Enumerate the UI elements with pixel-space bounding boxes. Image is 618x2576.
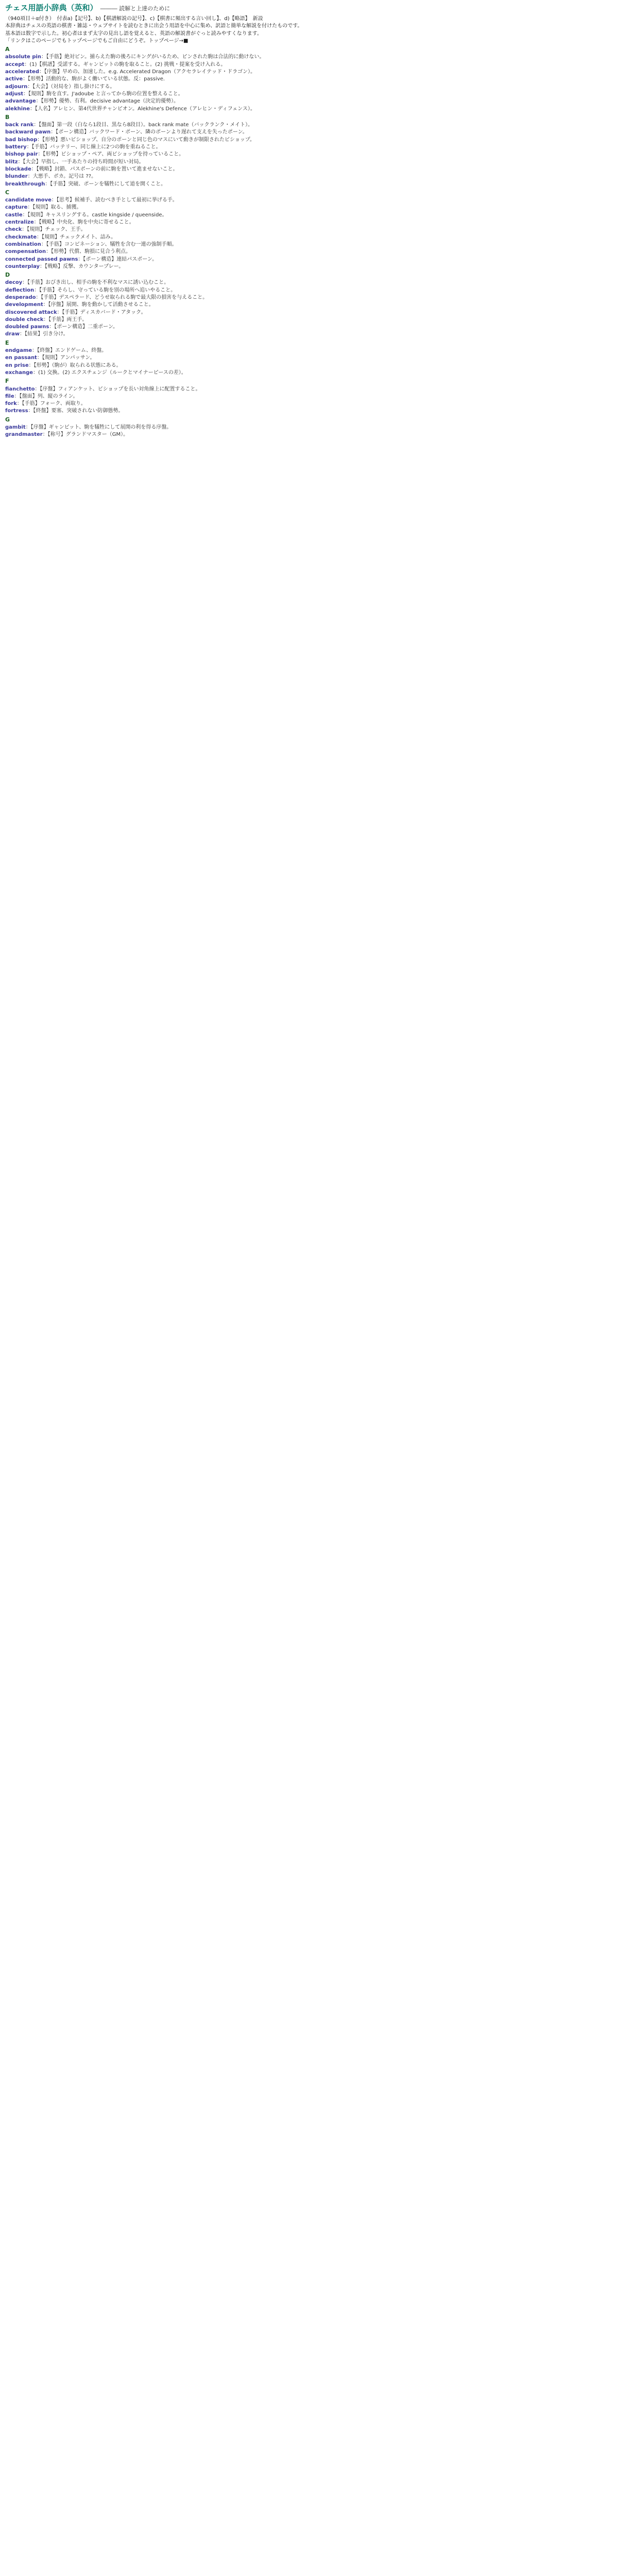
entry-definition: ：【盤面】第一段（白なら1段目、黒なら8段目）。back rank mate（バックランク・メイト）。 bbox=[33, 122, 253, 128]
intro-line: 「リンクはこのページでもトップページでもご自由にどうぞ。トップページ→■ bbox=[5, 38, 188, 44]
dictionary-entry bbox=[5, 386, 613, 393]
entry-definition: ：【盤面】列、縦のライン。 bbox=[14, 393, 78, 399]
entry-headword: en passant bbox=[5, 355, 37, 361]
entry-definition: ：【規則】チェックメイト、詰み。 bbox=[37, 234, 116, 240]
dictionary-entry bbox=[5, 408, 613, 414]
entry-definition: ：【手筋】おびき出し、相手の駒を不利なマスに誘い込むこと。 bbox=[22, 280, 169, 286]
entry-headword: breakthrough bbox=[5, 181, 45, 187]
entry-headword: exchange bbox=[5, 369, 33, 376]
entry-headword: accelerated bbox=[5, 69, 39, 75]
dictionary-entry bbox=[5, 331, 613, 337]
section-heading: B bbox=[5, 113, 10, 121]
dictionary-entry bbox=[5, 106, 613, 112]
entry-definition: ：大悪手、ポカ。記号は ??。 bbox=[27, 174, 97, 180]
entry-headword: backward pawn bbox=[5, 129, 51, 135]
entry-headword: desperado bbox=[5, 294, 36, 300]
dictionary-entry bbox=[5, 431, 613, 438]
entry-definition: ：【結果】引き分け。 bbox=[20, 331, 68, 337]
dictionary-entry bbox=[5, 151, 613, 158]
dictionary-entry bbox=[5, 263, 613, 270]
section-heading: D bbox=[5, 272, 10, 279]
dictionary-entry bbox=[5, 212, 613, 218]
dictionary-entry bbox=[5, 98, 613, 105]
dictionary-entry bbox=[5, 354, 613, 361]
entry-definition: ：【序盤】フィアンケット、ビショップを長い対角線上に配置すること。 bbox=[35, 386, 201, 392]
entry-definition: ：【規則】キャスリングする。castle kingside / queenside。 bbox=[22, 212, 167, 218]
dictionary-entry bbox=[5, 204, 613, 211]
entry-definition: ：【手筋】デスペラード、どうせ取られる駒で最大限の損害を与えること。 bbox=[36, 294, 208, 300]
entry-definition: ：【大会】早指し、一手あたりの持ち時間が短い対局。 bbox=[18, 159, 144, 165]
page-title bbox=[5, 3, 613, 13]
dictionary-body bbox=[5, 46, 613, 438]
entry-definition: ：【規則】取る、捕獲。 bbox=[27, 205, 82, 211]
entry-definition: ：【形勢】優勢、有利。decisive advantage（決定的優勢）。 bbox=[36, 98, 179, 105]
dictionary-entry bbox=[5, 241, 613, 248]
section-heading: E bbox=[5, 339, 9, 346]
dictionary-entry bbox=[5, 137, 613, 143]
dictionary-entry bbox=[5, 76, 613, 82]
dictionary-entry bbox=[5, 248, 613, 255]
entry-headword: battery bbox=[5, 144, 27, 150]
dictionary-entry bbox=[5, 287, 613, 294]
entry-headword: absolute pin bbox=[5, 54, 42, 60]
entry-headword: checkmate bbox=[5, 234, 37, 240]
dictionary-entry bbox=[5, 347, 613, 354]
dictionary-entry bbox=[5, 181, 613, 188]
entry-headword: fianchetto bbox=[5, 386, 35, 392]
entry-headword: fortress bbox=[5, 408, 28, 414]
entry-definition: ：【手筋】バッテリー、同じ線上に2つの駒を重ねること。 bbox=[26, 144, 161, 150]
entry-headword: connected passed pawns bbox=[5, 256, 78, 262]
entry-headword: adjust bbox=[5, 91, 24, 97]
entry-headword: back rank bbox=[5, 122, 34, 128]
intro-line: （940項目＋α付き） 付表a)【記号】、b)【棋譜解説の記号】、c)【棋書に頻出する言い回し】、d)【略語】 新設 bbox=[5, 16, 263, 22]
intro-line: 本辞典はチェスの英語の棋書・雑誌・ウェブサイトを読むときに出会う用語を中心に集め、訳語と簡単な解説を付けたものです。 bbox=[5, 23, 303, 29]
dictionary-entry bbox=[5, 324, 613, 330]
entry-definition: ：【終盤】エンドゲーム、終盤。 bbox=[32, 348, 107, 354]
entry-definition: ：【手筋】フォーク、両取り。 bbox=[16, 401, 86, 407]
dictionary-entry bbox=[5, 362, 613, 369]
entry-headword: en prise bbox=[5, 362, 29, 368]
entry-headword: discovered attack bbox=[5, 309, 57, 315]
entry-headword: alekhine bbox=[5, 106, 30, 112]
entry-definition: ：【形勢】代償、駒損に見合う利点。 bbox=[46, 249, 131, 255]
intro bbox=[5, 15, 613, 44]
entry-headword: file bbox=[5, 393, 14, 399]
entry-definition: ：【序盤】展開、駒を動かして活動させること。 bbox=[43, 302, 154, 308]
dictionary-entry bbox=[5, 166, 613, 173]
dictionary-entry bbox=[5, 197, 613, 204]
entry-headword: bad bishop bbox=[5, 137, 38, 143]
dictionary-entry bbox=[5, 173, 613, 180]
dictionary-entry bbox=[5, 159, 613, 165]
entry-definition: ：【手筋】コンビネーション、犠牲を含む一連の強制手順。 bbox=[41, 241, 177, 247]
dictionary-entry bbox=[5, 219, 613, 226]
entry-definition: ：【ポーン構造】バックワード・ポーン、隣のポーンより遅れて支えを失ったポーン。 bbox=[50, 129, 248, 135]
dictionary-entry bbox=[5, 83, 613, 90]
entry-definition: ：【手筋】そらし、守っている駒を別の場所へ追いやること。 bbox=[34, 287, 176, 293]
entry-definition: ：【規則】駒を直す。J'adoube と言ってから駒の位置を整えること。 bbox=[23, 91, 183, 97]
entry-headword: counterplay bbox=[5, 263, 40, 269]
entry-definition: ：【手筋】ディスカバード・アタック。 bbox=[57, 309, 146, 315]
entry-headword: blockade bbox=[5, 166, 31, 172]
dictionary-entry bbox=[5, 400, 613, 407]
entry-headword: bishop pair bbox=[5, 151, 38, 158]
entry-headword: endgame bbox=[5, 348, 32, 354]
entry-definition: ：【規則】チェック、王手。 bbox=[22, 227, 86, 233]
entry-definition: ：【手筋】絶対ピン。捕らえた駒の後ろにキングがいるため、ピンされた駒は合法的に動けない。 bbox=[41, 54, 265, 60]
entry-definition: ：【形勢】活動的な、駒がよく働いている状態。反：passive. bbox=[23, 76, 165, 82]
dictionary-entry bbox=[5, 144, 613, 150]
entry-definition: ：【ポーン構造】二重ポーン。 bbox=[49, 324, 118, 330]
dictionary-entry bbox=[5, 122, 613, 128]
section-heading: A bbox=[5, 46, 10, 53]
dictionary-entry bbox=[5, 129, 613, 135]
entry-headword: grandmaster bbox=[5, 432, 43, 438]
entry-definition: ：【序盤】早めの、加速した。e.g. Accelerated Dragon（アクセラレイテッド・ドラゴン）。 bbox=[39, 69, 256, 75]
dictionary-entry bbox=[5, 424, 613, 431]
entry-definition: ：【規則】アンパッサン。 bbox=[37, 355, 95, 361]
entry-headword: candidate move bbox=[5, 197, 52, 204]
entry-definition: ：【形勢】悪いビショップ、自分のポーンと同じ色のマスにいて動きが制限されたビショップ。 bbox=[37, 137, 255, 143]
entry-definition: ：【戦略】中央化、駒を中央に寄せること。 bbox=[33, 219, 134, 226]
section-heading: F bbox=[5, 378, 9, 385]
entry-headword: centralize bbox=[5, 219, 34, 226]
entry-headword: combination bbox=[5, 241, 41, 247]
entry-headword: advantage bbox=[5, 98, 36, 105]
entry-headword: blitz bbox=[5, 159, 18, 165]
entry-headword: deflection bbox=[5, 287, 35, 293]
entry-definition: ：【序盤】ギャンビット、駒を犠牲にして展開の利を得る序盤。 bbox=[25, 425, 172, 431]
dictionary-entry bbox=[5, 61, 613, 68]
dictionary-entry bbox=[5, 393, 613, 400]
dictionary-entry bbox=[5, 91, 613, 97]
page bbox=[0, 0, 618, 442]
entry-headword: blunder bbox=[5, 174, 28, 180]
entry-definition: ：【ポーン構造】連結パスポーン。 bbox=[78, 256, 158, 262]
dictionary-entry bbox=[5, 369, 613, 376]
entry-definition: ：【戦略】反撃、カウンタープレー。 bbox=[40, 263, 124, 269]
entry-headword: draw bbox=[5, 331, 20, 337]
dictionary-entry bbox=[5, 294, 613, 301]
entry-definition: ：【思考】候補手、読むべき手として最初に挙げる手。 bbox=[51, 197, 178, 204]
entry-headword: adjourn bbox=[5, 83, 28, 90]
entry-headword: compensation bbox=[5, 249, 46, 255]
entry-headword: fork bbox=[5, 401, 17, 407]
dictionary-entry bbox=[5, 234, 613, 241]
entry-headword: active bbox=[5, 76, 23, 82]
entry-definition: ：【手筋】突破、ポーンを犠牲にして道を開くこと。 bbox=[45, 181, 166, 187]
dictionary-entry bbox=[5, 316, 613, 323]
entry-headword: double check bbox=[5, 316, 44, 323]
section-heading: G bbox=[5, 416, 10, 423]
dictionary-entry bbox=[5, 301, 613, 308]
dictionary-entry bbox=[5, 54, 613, 60]
dictionary-entry bbox=[5, 226, 613, 233]
title-text: チェス用語小辞典（英和） bbox=[5, 3, 98, 12]
entry-headword: doubled pawns bbox=[5, 324, 49, 330]
entry-headword: development bbox=[5, 302, 43, 308]
entry-definition: ：(1)【棋譜】受諾する。ギャンビットの駒を取ること。(2) 挑戦・提案を受け入れる。 bbox=[24, 61, 226, 67]
entry-headword: decoy bbox=[5, 280, 23, 286]
entry-headword: castle bbox=[5, 212, 23, 218]
dictionary-entry bbox=[5, 309, 613, 316]
entry-definition: ：【形勢】（駒が）取られる状態にある。 bbox=[28, 362, 122, 368]
dictionary-entry bbox=[5, 279, 613, 286]
entry-headword: capture bbox=[5, 205, 28, 211]
entry-headword: accept bbox=[5, 61, 25, 67]
entry-definition: ：【手筋】両王手。 bbox=[43, 316, 88, 323]
dictionary-entry bbox=[5, 69, 613, 75]
entry-definition: ：【形勢】ビショップ・ペア、両ビショップを持っていること。 bbox=[38, 151, 184, 158]
entry-headword: gambit bbox=[5, 425, 26, 431]
intro-line: 基本語は数字で示した。初心者はまず太字の見出し語を覚えると、英語の解説書がぐっと読みやすくなります。 bbox=[5, 30, 262, 37]
entry-definition: ：【大会】（対局を）指し掛けにする。 bbox=[27, 83, 115, 90]
entry-definition: ：(1) 交換。(2) エクスチェンジ（ルークとマイナーピースの差）。 bbox=[33, 369, 186, 376]
entry-definition: ：【終盤】要塞、突破されない防御態勢。 bbox=[28, 408, 124, 414]
dictionary-entry bbox=[5, 256, 613, 263]
subtitle-text: ――― 読解と上達のために bbox=[100, 5, 170, 12]
entry-definition: ：【称号】グランドマスター（GM）。 bbox=[42, 432, 129, 438]
section-heading: C bbox=[5, 189, 10, 196]
entry-headword: check bbox=[5, 227, 22, 233]
entry-definition: ：【人名】アレヒン、第4代世界チャンピオン。Alekhine's Defence（アレヒン・ディフェンス）。 bbox=[30, 106, 255, 112]
entry-definition: ：【戦略】封鎖、パスポーンの前に駒を置いて進ませないこと。 bbox=[31, 166, 178, 172]
